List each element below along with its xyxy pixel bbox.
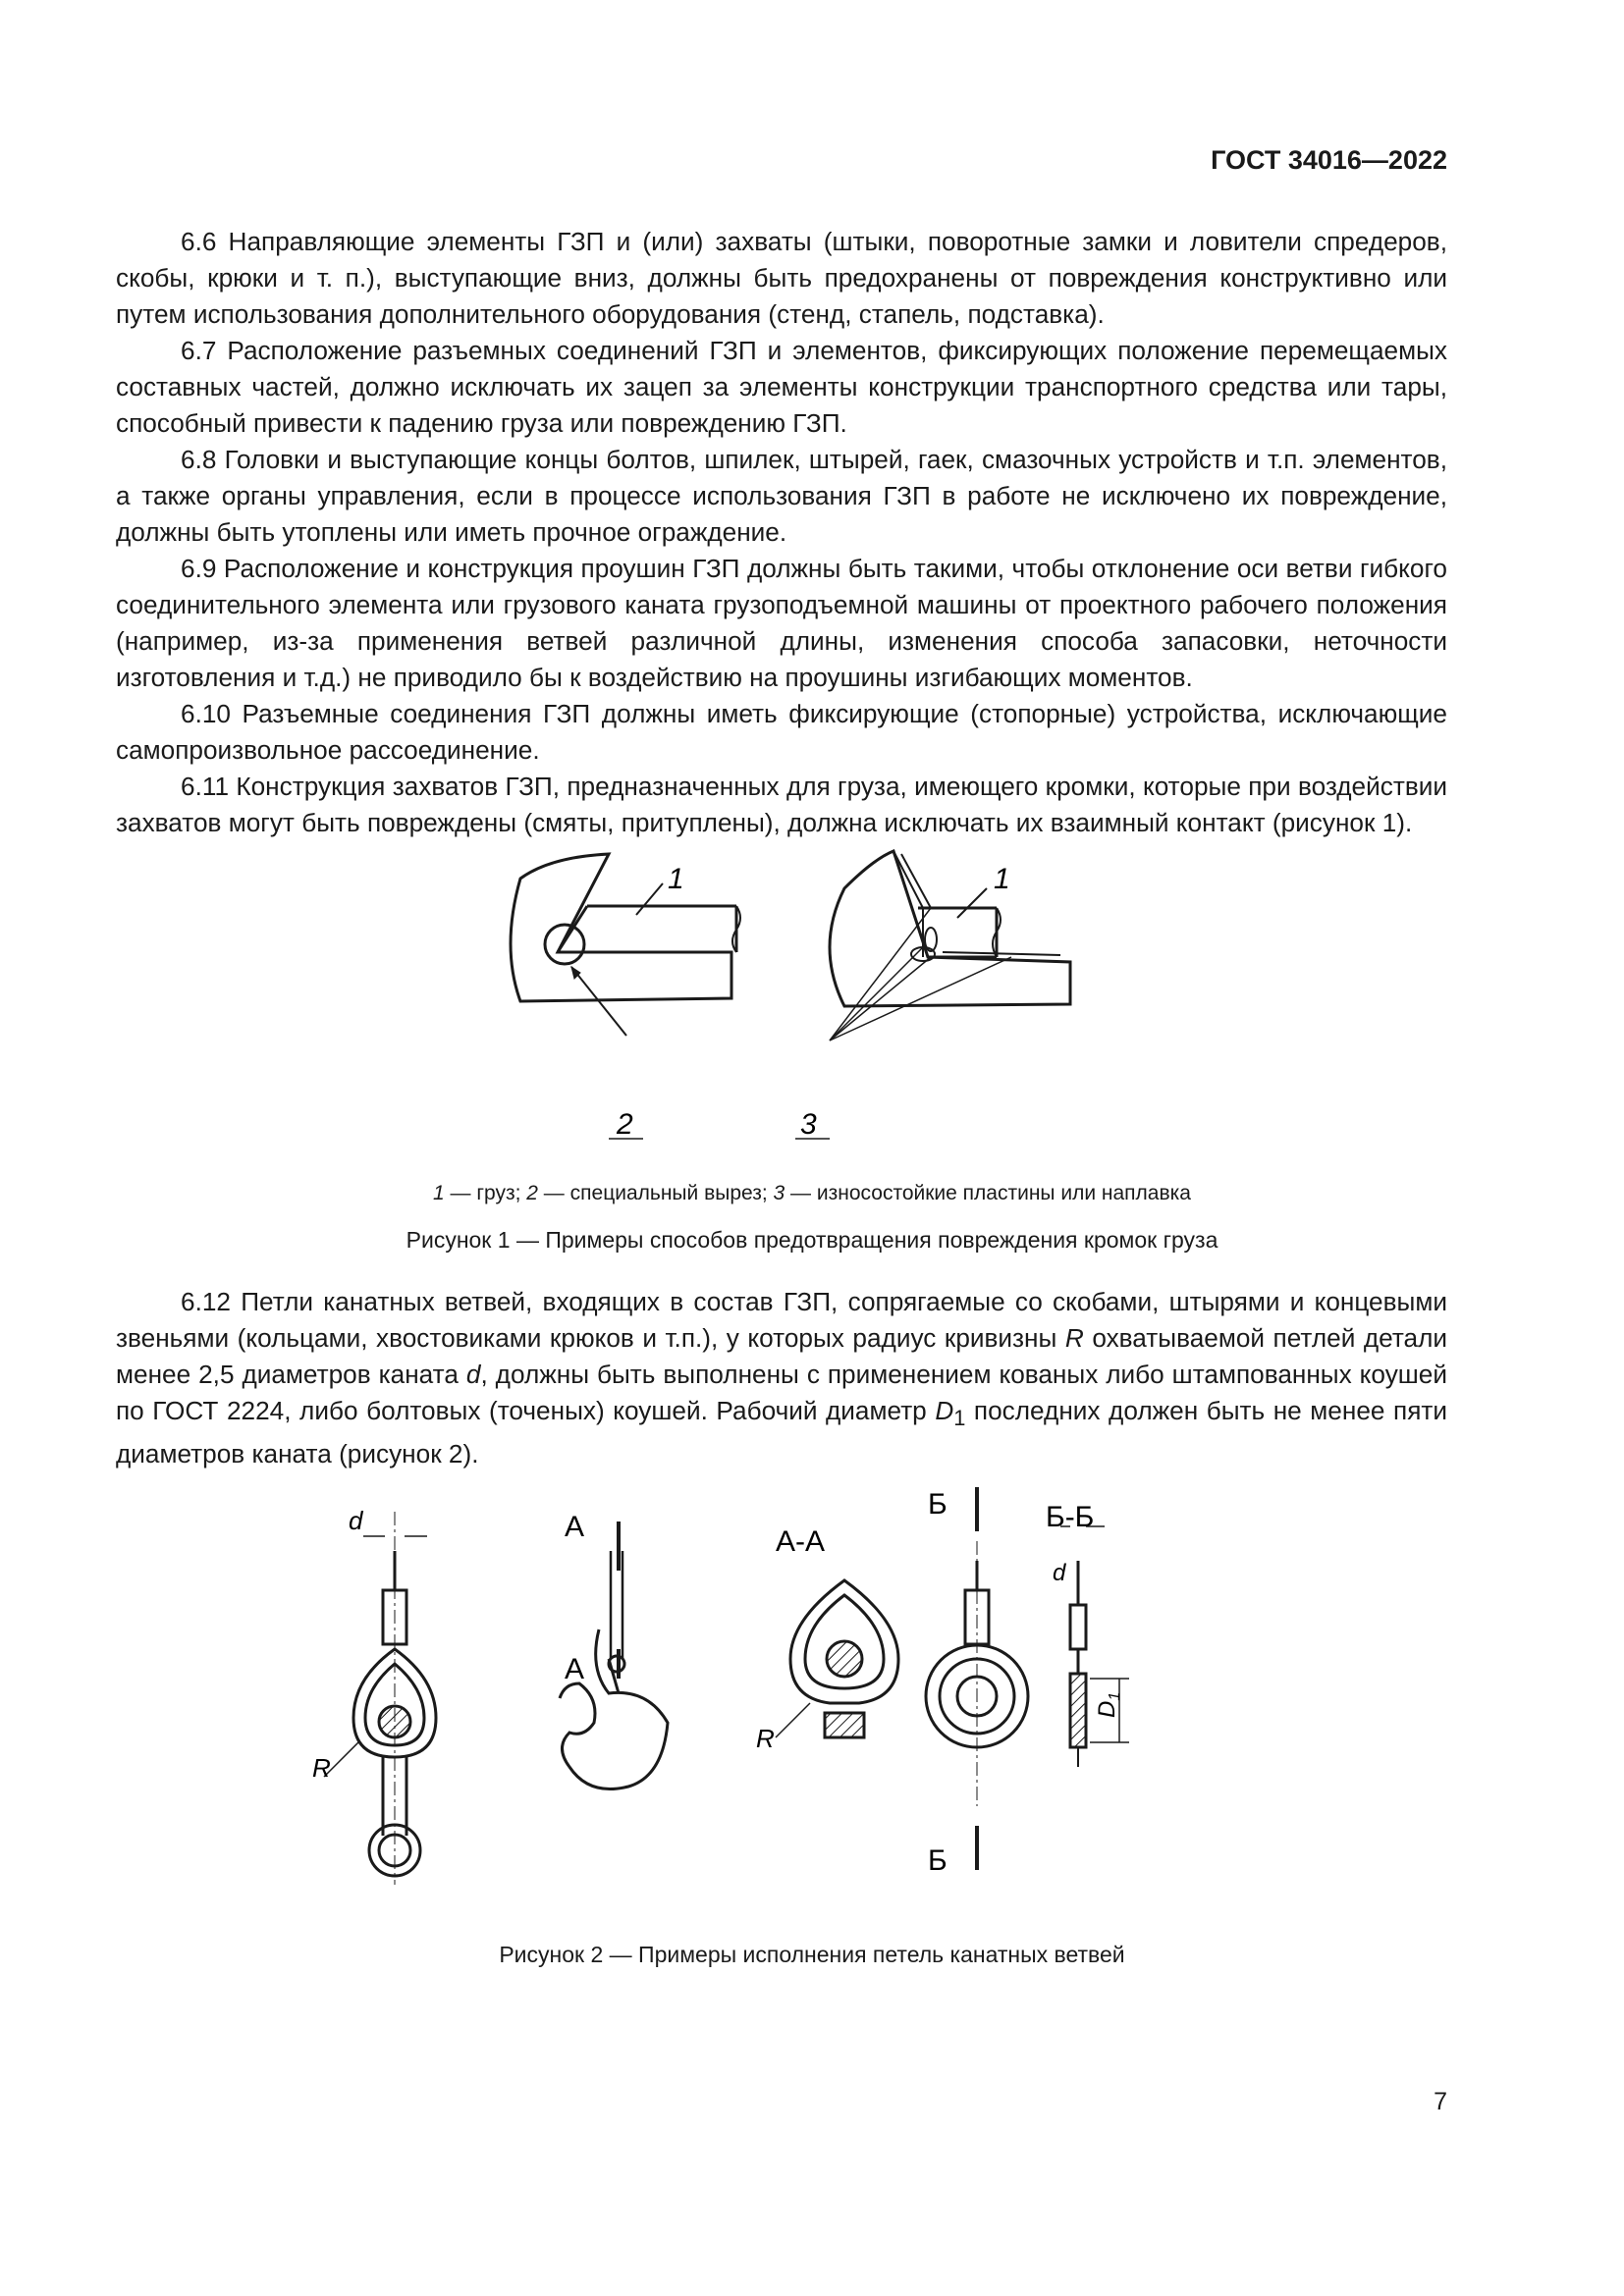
figure-1-caption: Рисунок 1 — Примеры способов предотвращения повреждения кромок груза	[406, 1227, 1218, 1253]
label-R-1: R	[312, 1753, 331, 1783]
paragraph-6-6: 6.6 Направляющие элементы ГЗП и (или) захваты (штыки, поворотные замки и ловители спредеров, скобы, крюки и т. п.), выступающие вниз, должны быть предохранены от повреждения конструктивно или путем использования дополнительного оборудования (стенд, стапель, подставка).	[116, 227, 1447, 329]
figure-1-drawing	[461, 849, 1090, 1153]
label-R-2: R	[756, 1724, 775, 1753]
paragraph-6-8: 6.8 Головки и выступающие концы болтов, шпилек, штырей, гаек, смазочных устройств и т.п. элементов, а также органы управления, если в процессе использования ГЗП в работе не исключено их повреждение, должны быть утоплены или иметь прочное ограждение.	[116, 445, 1447, 547]
legend-text-1: — груз;	[444, 1182, 527, 1204]
label-1-left: 1	[668, 863, 684, 895]
paragraph-6-7: 6.7 Расположение разъемных соединений ГЗП и элементов, фиксирующих положение перемещаемых составных частей, должно исключать их зацеп за элементы конструкции транспортного средства или тары, способный привести к падению груза или повреждению ГЗП.	[116, 336, 1447, 438]
figure-2-drawing	[295, 1482, 1257, 1895]
gripper-right	[830, 851, 1070, 1006]
label-d-1: d	[349, 1506, 363, 1535]
figure-1-legend	[0, 1182, 1624, 1205]
paragraph-6-9: 6.9 Расположение и конструкция проушин ГЗП должны быть такими, чтобы отклонение оси ветви гибкого соединительного элемента или грузового каната грузоподъемной машины от проектного рабочего положения (например, из-за применения ветвей различной длины, изменения способа запасовки, неточности изготовления и т.д.) не приводило бы к воздействию на проушины изгибающих моментов.	[116, 554, 1447, 692]
label-A-top: А	[565, 1511, 585, 1543]
label-B-bottom: Б	[928, 1844, 947, 1877]
label-A-bottom: А	[565, 1653, 585, 1685]
label-B-B: Б-Б	[1046, 1501, 1095, 1533]
page-number: 7	[1434, 2088, 1447, 2115]
legend-key-1: 1	[433, 1182, 445, 1204]
label-A-A: А-А	[776, 1525, 826, 1558]
load-right	[918, 908, 997, 957]
cutout-circle	[545, 925, 584, 964]
gripper-left	[511, 854, 731, 1001]
paragraph-6-10: 6.10 Разъемные соединения ГЗП должны иметь фиксирующие (стопорные) устройства, исключающие самопроизвольное рассоединение.	[116, 699, 1447, 765]
document-id: ГОСТ 34016—2022	[1211, 145, 1447, 175]
label-1-right: 1	[994, 863, 1010, 895]
legend-text-3: — износостойкие пластины или наплавка	[785, 1182, 1191, 1204]
label-3: 3	[800, 1108, 817, 1141]
body-section-6-12	[116, 1284, 1447, 1472]
paragraph-6-11: 6.11 Конструкция захватов ГЗП, предназначенных для груза, имеющего кромки, которые при воздействии захватов могут быть повреждены (смяты, притуплены), должна исключать их взаимный контакт (рисунок 1).	[116, 772, 1447, 837]
figure-2-caption: Рисунок 2 — Примеры исполнения петель канатных ветвей	[499, 1942, 1125, 1967]
paragraph-6-12: 6.12 Петли канатных ветвей, входящих в состав ГЗП, сопрягаемые со скобами, штырями и концевыми звеньями (кольцами, хвостовиками крюков и т.п.), у которых радиус кривизны R охватываемой петлей детали менее 2,5 диаметров каната d, должны быть выполнены с применением кованых либо штампованных коушей по ГОСТ 2224, либо болтовых (точеных) коушей. Рабочий диаметр $D_1$ последних должен быть не менее пяти диаметров каната (рисунок 2).	[116, 1287, 1447, 1469]
label-2: 2	[617, 1108, 633, 1141]
body-section-6	[116, 224, 1447, 841]
legend-key-3: 3	[773, 1182, 785, 1204]
label-D1: $D_1$	[1094, 1691, 1123, 1718]
legend-text-2: — специальный вырез;	[537, 1182, 774, 1204]
label-d-2: d	[1053, 1560, 1066, 1586]
legend-key-2: 2	[526, 1182, 538, 1204]
label-B-top: Б	[928, 1488, 947, 1521]
